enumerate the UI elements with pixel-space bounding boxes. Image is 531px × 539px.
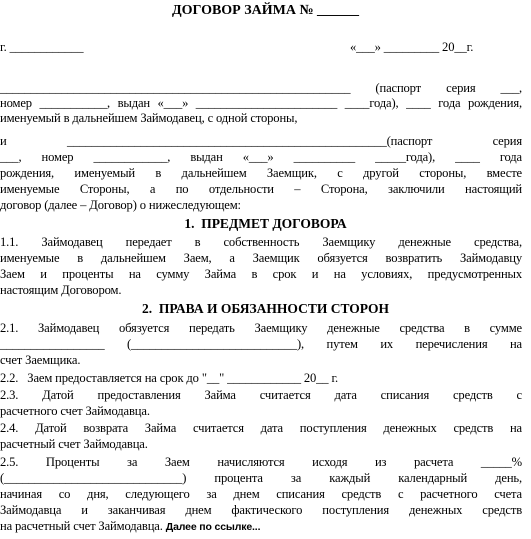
section-line: _________________ (___________________________), путем их перечисления на (0, 337, 522, 351)
section-line: (_____________________________) процента за каждый календарный день, (0, 471, 522, 485)
date-line: «___» _________ 20__г. (350, 40, 474, 54)
section-line: настоящим Договором. (0, 283, 122, 297)
section-line-last (0, 519, 531, 535)
section-line: счет Заемщика. (0, 353, 81, 367)
section-line: Заем и проценты на сумму Займа в срок и на условиях, предусмотренных (0, 267, 522, 281)
parties-line: именуемый в дальнейшем Займодавец, с одной стороны, (0, 111, 298, 125)
section-line: расчетный счет Займодавца. (0, 437, 148, 451)
section-line: 2.5. Проценты за Заем начисляются исходя из расчета _____% (0, 455, 522, 469)
parties-line: именуемые Стороны, а по отдельности – Сторона, заключили настоящий (0, 182, 522, 196)
section-line: 1.1. Займодавец передает в собственность Заемщику денежные средства, (0, 235, 522, 249)
section-line: Займодавца и заканчивая днем фактического поступления денежных средств (0, 503, 522, 517)
section-line: 2.2. Заем предоставляется на срок до "__" ____________ 20__ г. (0, 371, 339, 385)
more-link[interactable]: Далее по ссылке... (165, 521, 261, 533)
section-line: начиная со дня, следующего за днем списания средств с расчетного счета (0, 487, 522, 501)
section-line-text: на расчетный счет Займодавца. (0, 519, 163, 533)
section-line: именуемые в дальнейшем Заем, а Заемщик обязуется возвратить Займодавцу (0, 251, 522, 265)
section-line: 2.3. Датой предоставления Займа считается дата списания средств с (0, 388, 522, 402)
parties-line: рождения, именуемый в дальнейшем Заемщик, с другой стороны, вместе (0, 166, 522, 180)
parties-line: _________________________________________________________ (паспорт серия ___, (0, 81, 522, 95)
parties-line: и ____________________________________________________(паспорт серия (0, 134, 522, 148)
section-1-heading: 1. ПРЕДМЕТ ДОГОВОРА (184, 216, 347, 231)
parties-line: договор (далее – Договор) о нижеследующем: (0, 198, 241, 212)
parties-line: номер ___________, выдан «___» _______________________ ____года), ____ года рождения, (0, 96, 522, 110)
section-line: 2.4. Датой возврата Займа считается дата поступления денежных средств на (0, 421, 522, 435)
section-2-heading: 2. ПРАВА И ОБЯЗАННОСТИ СТОРОН (142, 301, 389, 316)
section-line: 2.1. Займодавец обязуется передать Заемщику денежные средства в сумме (0, 321, 522, 335)
place-line: г. ____________ (0, 40, 84, 54)
section-line: расчетного счет Займодавца. (0, 404, 150, 418)
document-title: ДОГОВОР ЗАЙМА № ______ (171, 3, 360, 18)
parties-line: ___, номер ____________, выдан «___» __________ _____года), ____ года (0, 150, 522, 164)
